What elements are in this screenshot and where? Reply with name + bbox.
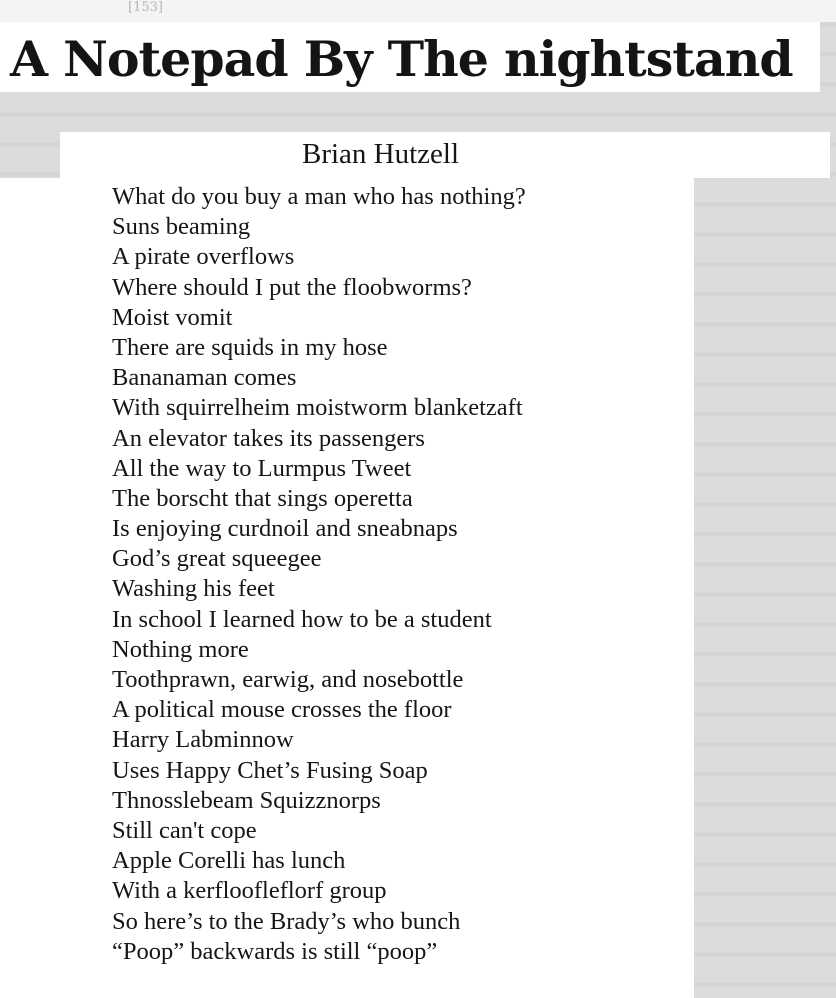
poem-line: God’s great squeegee	[112, 544, 532, 574]
poem-line: Apple Corelli has lunch	[112, 846, 532, 876]
poem-line: A political mouse crosses the floor	[112, 695, 532, 725]
poem-line: Where should I put the floobworms?	[112, 273, 532, 303]
poem-author: Brian Hutzell	[302, 138, 460, 170]
poem-line: Is enjoying curdnoil and sneabnaps	[112, 514, 532, 544]
poem-line: What do you buy a man who has nothing?	[112, 182, 532, 212]
poem-line: The borscht that sings operetta	[112, 484, 532, 514]
poem-line: An elevator takes its passengers	[112, 424, 532, 454]
poem-line: There are squids in my hose	[112, 333, 532, 363]
poem-line: So here’s to the Brady’s who bunch	[112, 907, 532, 937]
poem-line: In school I learned how to be a student	[112, 605, 532, 635]
poem-line: Moist vomit	[112, 303, 532, 333]
poem-line: A pirate overflows	[112, 242, 532, 272]
poem-line: “Poop” backwards is still “poop”	[112, 937, 532, 967]
page-number: [153]	[128, 0, 163, 15]
poem-line: Uses Happy Chet’s Fusing Soap	[112, 756, 532, 786]
poem-line: Bananaman comes	[112, 363, 532, 393]
poem-lines	[112, 182, 532, 967]
poem-line: With a kerfloofleflorf group	[112, 876, 532, 906]
poem-overlay	[0, 22, 836, 998]
poem-body	[0, 178, 810, 998]
poem-line: Harry Labminnow	[112, 725, 532, 755]
poem-line: Still can't cope	[112, 816, 532, 846]
poem-line: Washing his feet	[112, 574, 532, 604]
poem-line: With squirrelheim moistworm blanketzaft	[112, 393, 532, 423]
page-top-margin	[0, 0, 836, 22]
poem-line: Nothing more	[112, 635, 532, 665]
poem-line: Thnosslebeam Squizznorps	[112, 786, 532, 816]
poem-line: All the way to Lurmpus Tweet	[112, 454, 532, 484]
poem-line: Toothprawn, earwig, and nosebottle	[112, 665, 532, 695]
poem-line: Suns beaming	[112, 212, 532, 242]
poem-title: A Notepad By The nightstand	[10, 30, 793, 88]
